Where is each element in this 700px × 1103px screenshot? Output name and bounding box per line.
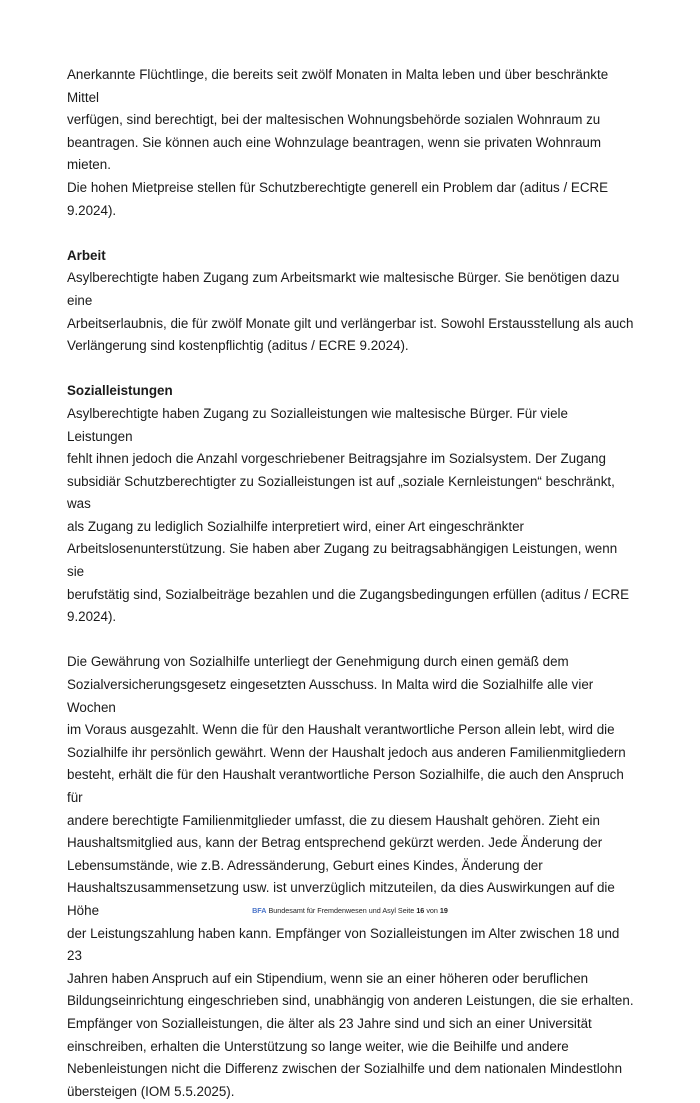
sozialhilfe-paragraph: Die Gewährung von Sozialhilfe unterliegt der Genehmigung durch einen gemäß dem Sozialversicherungsgesetz eingesetzten Ausschuss. In Malta wird die Sozialhilfe alle vier Wochen im Voraus ausgezahlt. Wenn die für den Haushalt verantwortliche Person allein lebt, wird die Sozialhilfe ihr persönlich gewährt. Wenn der Haushalt jedoch aus anderen Familienmitgliedern besteht, erhält die für den Haushalt verantwortliche Person Sozialhilfe, die auch den Anspruch für andere berechtigte Familienmitglieder umfasst, die zu diesem Haushalt gehören. Zieht ein Haushaltsmitglied aus, kann der Betrag entsprechend gekürzt werden. Jede Änderung der Lebensumstände, wie z.B. Adressänderung, Geburt eines Kindes, Änderung der Haushaltszusammensetzung usw. ist unverzüglich mitzuteilen, da dies Auswirkungen auf die Höhe der Leistungszahlung haben kann. Empfänger von Sozialleistungen im Alter zwischen 18 und 23 Jahren haben Anspruch auf ein Stipendium, wenn sie an einer höheren oder beruflichen Bildungseinrichtung eingeschrieben sind, unabhängig von anderen Leistungen, die sie erhalten. Empfänger von Sozialleistungen, die älter als 23 Jahre sind und sich an einer Universität einschreiben, erhalten die Unterstützung so lange weiter, wie die Beihilfe und andere Nebenleistungen nicht die Differenz zwischen der Sozialhilfe und dem nationalen Mindestlohn übersteigen (IOM 5.5.2025). bbox=[67, 654, 634, 1099]
page-footer bbox=[0, 906, 700, 916]
section-heading-arbeit: Arbeit bbox=[67, 247, 106, 263]
section-text-sozialleistungen: Asylberechtigte haben Zugang zu Sozialleistungen wie maltesische Bürger. Für viele Leistungen fehlt ihnen jedoch die Anzahl vorgeschriebener Beitragsjahre im Sozialsystem. Der Zugang subsidiär Schutzberechtigter zu Sozialleistungen ist auf „soziale Kernleistungen“ beschränkt, was als Zugang zu lediglich Sozialhilfe interpretiert wird, einer Art eingeschränkter Arbeitslosenunterstützung. Sie haben aber Zugang zu beitragsabhängigen Leistungen, wenn sie berufstätig sind, Sozialbeiträge bezahlen und die Zugangsbedingungen erfüllen (aditus / ECRE 9.2024). bbox=[67, 405, 630, 625]
footer-agency-name: Bundesamt für Fremdenwesen und Asyl bbox=[268, 906, 396, 915]
document-body bbox=[67, 64, 637, 1103]
section-sozialleistungen bbox=[67, 380, 637, 629]
intro-paragraph: Anerkannte Flüchtlinge, die bereits seit zwölf Monaten in Malta leben und über beschränkte Mittel verfügen, sind berechtigt, bei der maltesischen Wohnungsbehörde sozialen Wohnraum zu beantragen. Sie können auch eine Wohnzulage beantragen, wenn sie privaten Wohnraum mieten. Die hohen Mietpreise stellen für Schutzberechtigte generell ein Problem dar (aditus / ECRE 9.2024). bbox=[67, 67, 609, 218]
section-text-arbeit: Asylberechtigte haben Zugang zum Arbeitsmarkt wie maltesische Bürger. Sie benötigen dazu eine Arbeitserlaubnis, die für zwölf Monate gilt und verlängerbar ist. Sowohl Erstausstellung als auch Verlängerung sind kostenpflichtig (aditus / ECRE 9.2024). bbox=[67, 270, 634, 354]
footer-page-of: von bbox=[426, 906, 438, 915]
section-arbeit bbox=[67, 245, 637, 358]
section-heading-sozialleistungen: Sozialleistungen bbox=[67, 383, 173, 399]
paragraph-gap bbox=[67, 222, 637, 245]
paragraph-gap bbox=[67, 358, 637, 381]
footer-page-label: Seite bbox=[397, 906, 415, 915]
footer-page-total: 19 bbox=[439, 906, 448, 915]
footer-page-current: 16 bbox=[416, 906, 425, 915]
paragraph-gap bbox=[67, 629, 637, 652]
bfa-logo: BFA bbox=[252, 906, 267, 915]
